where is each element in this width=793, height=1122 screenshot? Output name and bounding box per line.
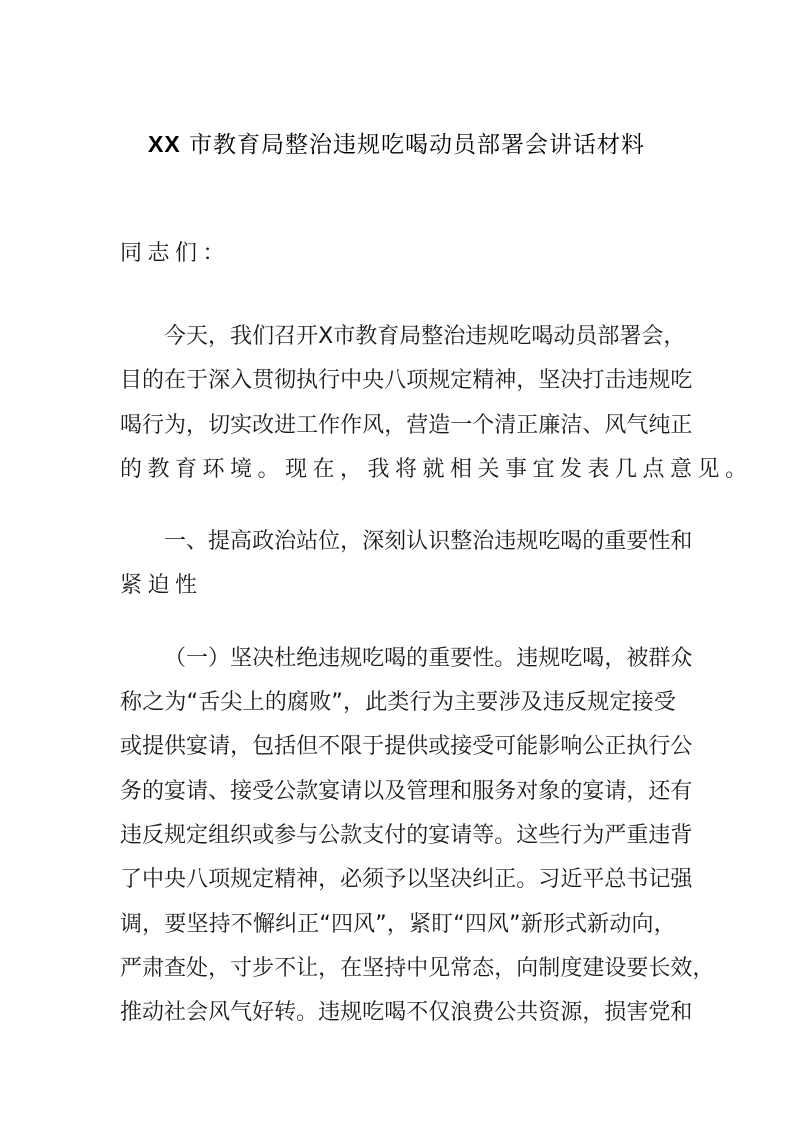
title-prefix: XX (148, 131, 181, 157)
paragraph-line: （ 一 ） 坚 决 杜 绝 违 规 吃 喝 的 重 要 性 。 违 规 吃 喝 ， 被 群 众 (164, 646, 693, 671)
section-heading-line: 一 、 提 高 政 治 站 位 ， 深 刻 认 识 整 治 违 规 吃 喝 的 重 要 性 和 (164, 529, 693, 554)
paragraph-line: 目 的 在 于 深 入 贯 彻 执 行 中 央 八 项 规 定 精 神 ， 坚 决 打 击 违 规 吃 (120, 368, 693, 393)
salutation: 同志们： (120, 241, 231, 266)
paragraph-line: 或 提 供 宴 请 ， 包 括 但 不 限 于 提 供 或 接 受 可 能 影 响 公 正 执 行 公 (120, 734, 693, 759)
paragraph-line: 违 反 规 定 组 织 或 参 与 公 款 支 付 的 宴 请 等 。 这 些 行 为 严 重 违 背 (120, 823, 693, 848)
paragraph-line: 严 肃 查 处 ， 寸 步 不 让 ， 在 坚 持 中 见 常 态 ， 向 制 度 建 设 要 长 效 ， (120, 956, 715, 981)
paragraph-line: 喝 行 为 ， 切 实 改 进 工 作 作 风 ， 营 造 一 个 清 正 廉 洁 、 风 气 纯 正 (120, 413, 693, 438)
paragraph-line: 调 ， 要 坚 持 不 懈 纠 正 “ 四 风 ” ， 紧 盯 “ 四 风 ” 新 形 式 新 动 向 ， (120, 912, 676, 937)
section-heading-line: 紧迫性 (120, 573, 203, 598)
paragraph-line: 今 天 ， 我 们 召 开 X 市 教 育 局 整 治 违 规 吃 喝 动 员 部 署 会 ， (164, 324, 686, 349)
paragraph-line: 了 中 央 八 项 规 定 精 神 ， 必 须 予 以 坚 决 纠 正 。 习 近 平 总 书 记 强 (120, 867, 693, 892)
document-title (0, 128, 793, 161)
paragraph-line: 的教育环境。现在，我将就相关事宜发表几点意见。 (120, 457, 753, 482)
title-text: 市教育局整治违规吃喝动员部署会讲话材料 (189, 132, 645, 158)
paragraph-line: 称 之 为 “ 舌 尖 上 的 腐 败 ” ， 此 类 行 为 主 要 涉 及 违 反 规 定 接 受 (120, 690, 676, 715)
paragraph-line: 推 动 社 会 风 气 好 转 。 违 规 吃 喝 不 仅 浪 费 公 共 资 源 ， 损 害 党 和 (120, 1000, 693, 1025)
paragraph-line: 务 的 宴 请 、 接 受 公 款 宴 请 以 及 管 理 和 服 务 对 象 的 宴 请 ， 还 有 (120, 779, 693, 804)
